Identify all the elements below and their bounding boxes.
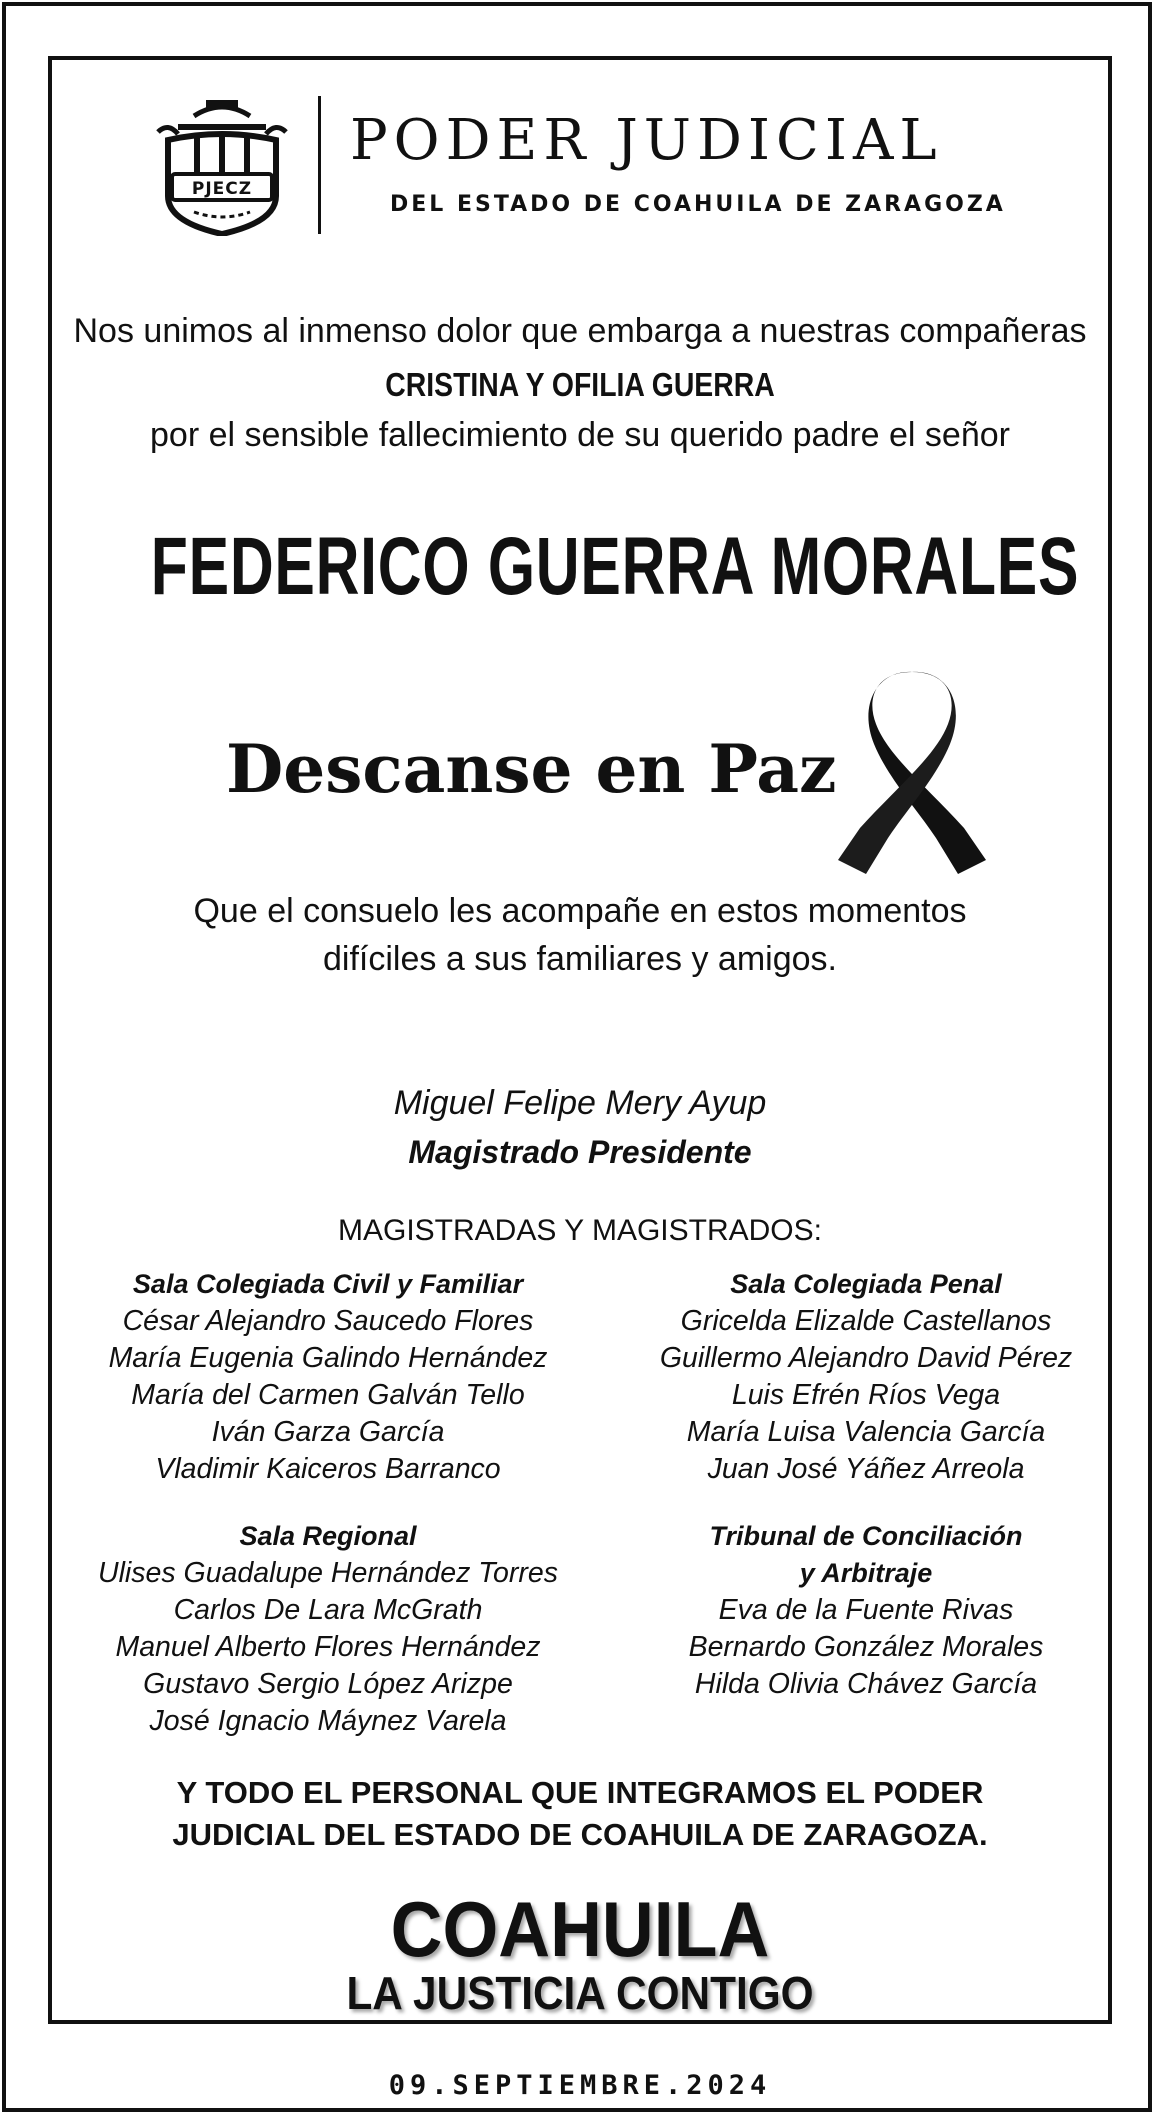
- member-name: Iván Garza García: [211, 1416, 445, 1448]
- president-name: Miguel Felipe Mery Ayup: [393, 1084, 767, 1122]
- colleagues-names: CRISTINA Y OFILIA GUERRA: [385, 366, 775, 403]
- slogan-line-1: COAHUILA: [390, 1885, 770, 1973]
- member-name: José Ignacio Máynez Varela: [149, 1705, 507, 1737]
- deceased-name: FEDERICO GUERRA MORALES: [150, 521, 1080, 612]
- group-regional: [58, 1518, 598, 1740]
- pjecz-seal-logo: [154, 94, 290, 236]
- group-tribunal: [596, 1518, 1136, 1703]
- closing-line-2: JUDICIAL DEL ESTADO DE COAHUILA DE ZARAGOZA.: [172, 1817, 988, 1852]
- member-name: María Eugenia Galindo Hernández: [108, 1342, 548, 1374]
- group-title: Sala Regional: [239, 1521, 417, 1551]
- member-name: Luis Efrén Ríos Vega: [731, 1379, 1001, 1411]
- president-title: Magistrado Presidente: [408, 1134, 752, 1170]
- slogan-line-2: LA JUSTICIA CONTIGO: [346, 1967, 814, 2019]
- member-name: Manuel Alberto Flores Hernández: [115, 1631, 541, 1663]
- member-name: Gustavo Sergio López Arizpe: [143, 1668, 513, 1700]
- member-name: Ulises Guadalupe Hernández Torres: [98, 1557, 558, 1589]
- member-name: Juan José Yáñez Arreola: [707, 1453, 1025, 1485]
- closing-line-1: Y TODO EL PERSONAL QUE INTEGRAMOS EL PODER: [176, 1775, 984, 1810]
- org-subtitle: DEL ESTADO DE COAHUILA DE ZARAGOZA: [390, 192, 1006, 217]
- member-name: Bernardo González Morales: [688, 1631, 1044, 1663]
- member-name: Eva de la Fuente Rivas: [718, 1594, 1014, 1626]
- group-penal: [596, 1266, 1136, 1488]
- member-name: Gricelda Elizalde Castellanos: [680, 1305, 1052, 1337]
- org-title: PODER JUDICIAL: [350, 108, 943, 173]
- group-title-line-1: Tribunal de Conciliación: [709, 1521, 1023, 1551]
- rest-in-peace: Descanse en Paz: [226, 730, 837, 808]
- mourning-ribbon-icon: [836, 668, 988, 876]
- logo-text: PJECZ: [191, 179, 253, 199]
- condolence-line-3: por el sensible fallecimiento de su querido padre el señor: [150, 416, 1010, 454]
- member-name: Carlos De Lara McGrath: [173, 1594, 483, 1626]
- member-name: César Alejandro Saucedo Flores: [122, 1305, 534, 1337]
- group-civil-familiar: [58, 1266, 598, 1488]
- group-title: Sala Colegiada Civil y Familiar: [132, 1269, 524, 1299]
- header-divider: [318, 96, 321, 234]
- publication-date: 09.SEPTIEMBRE.2024: [388, 2070, 772, 2101]
- consolation-line-1: Que el consuelo les acompañe en estos momentos: [193, 892, 967, 930]
- condolence-line-1: Nos unimos al inmenso dolor que embarga a nuestras compañeras: [73, 312, 1087, 350]
- member-name: Guillermo Alejandro David Pérez: [659, 1342, 1073, 1374]
- member-name: Hilda Olivia Chávez García: [694, 1668, 1038, 1700]
- member-name: María Luisa Valencia García: [686, 1416, 1046, 1448]
- magistrates-heading: MAGISTRADAS Y MAGISTRADOS:: [338, 1214, 822, 1247]
- member-name: Vladimir Kaiceros Barranco: [155, 1453, 501, 1485]
- group-title: Sala Colegiada Penal: [730, 1269, 1002, 1299]
- group-title-line-2: y Arbitraje: [799, 1558, 933, 1588]
- consolation-line-2: difíciles a sus familiares y amigos.: [323, 940, 837, 978]
- member-name: María del Carmen Galván Tello: [131, 1379, 525, 1411]
